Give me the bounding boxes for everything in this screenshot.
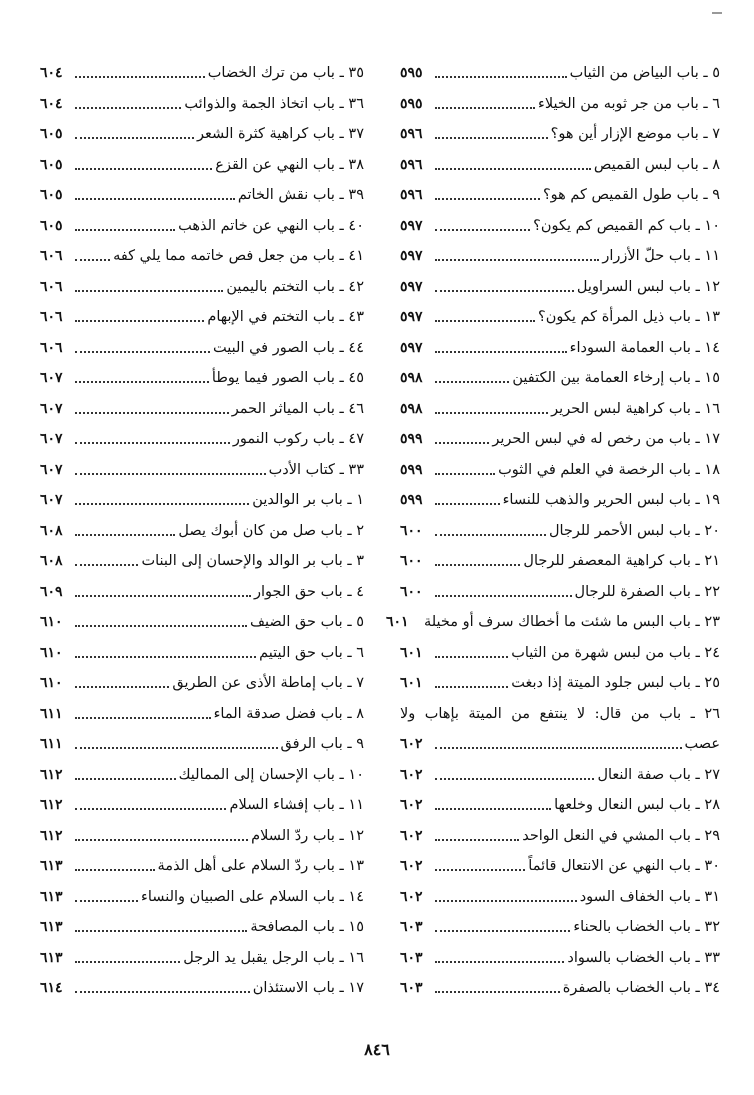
- entry-title: ٢٦ ـ باب من قال: لا ينتفع من الميتة بإهاب ولا: [400, 705, 720, 722]
- dot-leader: [435, 678, 508, 688]
- entry-title: ٥ ـ باب حق الضيف: [249, 614, 364, 630]
- entry-title: ٤١ ـ باب من جعل فص خاتمه مما يلي كفه: [113, 248, 364, 264]
- entry-title: ١٦ ـ باب الرجل يقبل يد الرجل: [183, 949, 364, 966]
- entry-page-number: ٦١٠: [40, 614, 63, 630]
- entry-title: ٤٥ ـ باب الصور فيما يوطأ: [211, 370, 364, 386]
- index-entry: [400, 89, 720, 120]
- dot-leader: [75, 983, 250, 993]
- entry-page-number: ٦١١: [40, 705, 63, 722]
- dot-leader: [435, 892, 577, 902]
- entry-title: ١٨ ـ باب الرخصة في العلم في الثوب: [498, 461, 720, 478]
- index-entry: [40, 119, 364, 150]
- entry-title: ٢١ ـ باب كراهية المعصفر للرجال: [523, 553, 720, 569]
- dot-leader: [75, 678, 169, 688]
- entry-page-number: ٥٩٦: [400, 126, 423, 142]
- index-entry: [40, 638, 364, 669]
- entry-title: ٨ ـ باب لبس القميص: [593, 156, 720, 173]
- index-entry: [400, 241, 720, 272]
- dot-leader: [435, 129, 548, 139]
- entry-title: ١٣ ـ باب ردّ السلام على أهل الذمة: [157, 858, 364, 874]
- dot-leader: [435, 861, 525, 871]
- entry-title: ١٣ ـ باب ذيل المرأة كم يكون؟: [538, 309, 720, 325]
- entry-title: ٢٢ ـ باب الصفرة للرجال: [574, 583, 720, 600]
- entry-title: ١٠ ـ باب الإحسان إلى المماليك: [178, 766, 364, 783]
- dot-leader: [435, 434, 489, 444]
- dot-leader: [75, 617, 247, 627]
- entry-page-number: ٦٠٢: [400, 888, 423, 905]
- index-entry: [400, 272, 720, 303]
- right-index-column: [385, 58, 720, 1004]
- dot-leader: [435, 343, 567, 353]
- entry-title: ١٢ ـ باب لبس السراويل: [576, 278, 720, 295]
- dot-leader: [435, 99, 535, 109]
- entry-page-number: ٦٠٤: [40, 95, 63, 112]
- dot-leader: [435, 251, 599, 261]
- entry-page-number: ٥٩٨: [400, 370, 423, 386]
- entry-page-number: ٥٩٩: [400, 461, 423, 478]
- index-entry: [40, 607, 364, 638]
- dot-leader: [435, 587, 572, 597]
- dot-leader: [75, 770, 176, 780]
- index-entry: [40, 973, 364, 1004]
- index-entry: [40, 790, 364, 821]
- dot-leader: [75, 160, 212, 170]
- dot-leader: [435, 770, 594, 780]
- index-entry: [40, 89, 364, 120]
- index-entry: [40, 577, 364, 608]
- dot-leader: [435, 739, 682, 749]
- entry-title: ٦ ـ باب حق اليتيم: [259, 644, 364, 661]
- entry-title: ٣٦ ـ باب اتخاذ الجمة والذوائب: [184, 95, 364, 112]
- entry-page-number: ٦٠٦: [40, 309, 63, 325]
- index-entry: [40, 272, 364, 303]
- dot-leader: [435, 68, 567, 78]
- entry-title: ١٤ ـ باب العمامة السوداء: [569, 339, 720, 356]
- index-entry: [40, 211, 364, 242]
- entry-title: ٢٠ ـ باب لبس الأحمر للرجال: [548, 522, 720, 539]
- entry-title: ١١ ـ باب حلّ الأزرار: [602, 248, 720, 264]
- dot-leader: [75, 648, 256, 658]
- entry-page-number: ٥٩٧: [400, 248, 423, 264]
- entry-page-number: ٦١٠: [40, 644, 63, 661]
- entry-title: ١٩ ـ باب لبس الحرير والذهب للنساء: [502, 492, 720, 508]
- entry-title: ٦ ـ باب من جر ثوبه من الخيلاء: [538, 95, 720, 112]
- entry-title: ١٥ ـ باب إرخاء العمامة بين الكتفين: [512, 370, 720, 386]
- dot-leader: [75, 373, 209, 383]
- entry-page-number: ٦٠٣: [400, 919, 423, 935]
- index-entry: [40, 394, 364, 425]
- entry-page-number: ٦٠٧: [40, 431, 63, 447]
- index-entry: [40, 668, 364, 699]
- entry-title: ١٢ ـ باب ردّ السلام: [251, 827, 364, 844]
- dot-leader: [75, 739, 278, 749]
- dot-leader: [435, 373, 509, 383]
- dot-leader: [75, 892, 138, 902]
- entry-page-number: ٦١١: [40, 736, 63, 752]
- entry-title: ٢٣ ـ باب البس ما شئت ما أخطاك سرف أو مخيلة: [423, 614, 720, 630]
- entry-page-number: ٥٩٥: [400, 65, 423, 81]
- entry-title: ٣٨ ـ باب النهي عن القزع: [215, 156, 364, 173]
- dot-leader: [75, 251, 110, 261]
- index-entry: [400, 882, 720, 913]
- index-entry: [400, 363, 720, 394]
- dot-leader: [435, 465, 495, 475]
- entry-title: ٢٤ ـ باب من لبس شهرة من الثياب: [511, 644, 720, 661]
- entry-page-number: ٦٠٠: [400, 522, 423, 539]
- dot-leader: [435, 221, 530, 231]
- dot-leader: [75, 709, 211, 719]
- entry-title: ٨ ـ باب فضل صدقة الماء: [213, 705, 364, 722]
- entry-page-number: ٦٠٦: [40, 248, 63, 264]
- entry-page-number: ٥٩٧: [400, 309, 423, 325]
- dot-leader: [435, 953, 564, 963]
- index-entry: [400, 668, 720, 699]
- entry-page-number: ٦٠٥: [40, 187, 63, 203]
- dot-leader: [75, 282, 223, 292]
- entry-page-number: ٥٩٩: [400, 431, 423, 447]
- index-entry: [40, 150, 364, 181]
- entry-title: ٧ ـ باب إماطة الأذى عن الطريق: [172, 675, 364, 691]
- entry-title: ٢ ـ باب صل من كان أبوك يصل: [178, 522, 364, 539]
- entry-page-number: ٦٠٢: [400, 736, 423, 752]
- index-entry: [400, 821, 720, 852]
- entry-page-number: ٦٠٧: [40, 400, 63, 417]
- dot-leader: [435, 800, 551, 810]
- dot-leader: [435, 282, 574, 292]
- dot-leader: [75, 861, 155, 871]
- dot-leader: [75, 221, 175, 231]
- dot-leader: [75, 953, 180, 963]
- entry-title: ١٤ ـ باب السلام على الصبيان والنساء: [141, 888, 364, 905]
- dot-leader: [75, 312, 204, 322]
- entry-page-number: ٦٠٤: [40, 65, 63, 81]
- left-index-column: [40, 58, 364, 1004]
- entry-title: ١ ـ باب بر الوالدين: [252, 492, 364, 508]
- entry-page-number: ٦٠١: [400, 675, 423, 691]
- dot-leader: [435, 526, 546, 536]
- entry-page-number: ٥٩٧: [400, 339, 423, 356]
- entry-page-number: ٥٩٦: [400, 156, 423, 173]
- index-entry: [40, 760, 364, 791]
- entry-page-number: ٦٠٢: [400, 766, 423, 783]
- index-entry: [40, 180, 364, 211]
- index-entry: [400, 455, 720, 486]
- index-entry: [400, 333, 720, 364]
- index-entry: [400, 577, 720, 608]
- entry-page-number: ٦١٣: [40, 888, 63, 905]
- dot-leader: [75, 587, 251, 597]
- entry-title: ٢٩ ـ باب المشي في النعل الواحد: [522, 827, 720, 844]
- entry-title: ٣٢ ـ باب الخضاب بالحناء: [573, 919, 720, 935]
- entry-continuation: [400, 729, 720, 760]
- entry-page-number: ٦٠٧: [40, 461, 63, 478]
- dot-leader: [75, 465, 266, 475]
- index-entry: [400, 638, 720, 669]
- index-entry: [400, 58, 720, 89]
- dot-leader: [75, 922, 247, 932]
- dot-leader: [75, 556, 138, 566]
- index-entry: [40, 546, 364, 577]
- entry-title: ٩ ـ باب طول القميص كم هو؟: [542, 187, 720, 203]
- index-entry: [400, 485, 720, 516]
- entry-page-number: ٦٠٧: [40, 492, 63, 508]
- index-entry: [400, 973, 720, 1004]
- entry-page-number: ٦٠٠: [400, 553, 423, 569]
- entry-page-number: ٦٠٧: [40, 370, 63, 386]
- entry-title: ٣٣ ـ كتاب الأدب: [268, 461, 364, 478]
- dot-leader: [435, 556, 520, 566]
- entry-title: ٣٥ ـ باب من ترك الخضاب: [207, 65, 364, 81]
- entry-page-number: ٦٠٢: [400, 797, 423, 813]
- entry-page-number: ٦١٣: [40, 858, 63, 874]
- entry-title: ١٦ ـ باب كراهية لبس الحرير: [551, 400, 720, 417]
- index-entry: [40, 363, 364, 394]
- dot-leader: [75, 343, 210, 353]
- index-entry: [40, 851, 364, 882]
- dot-leader: [435, 983, 560, 993]
- dot-leader: [75, 495, 249, 505]
- entry-title: ١٧ ـ باب من رخص له في لبس الحرير: [492, 431, 720, 447]
- dot-leader: [435, 404, 548, 414]
- dot-leader: [435, 160, 591, 170]
- dot-leader: [435, 495, 500, 505]
- index-entry: [40, 821, 364, 852]
- entry-page-number: ٦١٣: [40, 949, 63, 966]
- index-entry: [40, 485, 364, 516]
- entry-title: ٢٥ ـ باب لبس جلود الميتة إذا دبغت: [511, 675, 720, 691]
- entry-page-number: ٦١٢: [40, 766, 63, 783]
- index-entry: [400, 760, 720, 791]
- dot-leader: [435, 312, 535, 322]
- entry-title: ٣٧ ـ باب كراهية كثرة الشعر: [197, 126, 364, 142]
- entry-title: ٣٩ ـ باب نقش الخاتم: [237, 187, 364, 203]
- entry-title: ٤٢ ـ باب التختم باليمين: [226, 278, 364, 295]
- entry-title: ٤ ـ باب حق الجوار: [254, 583, 364, 600]
- dot-leader: [75, 526, 175, 536]
- entry-title-continued: عصب: [684, 736, 720, 752]
- entry-page-number: ٦١٠: [40, 675, 63, 691]
- index-entry: [40, 424, 364, 455]
- index-entry: [400, 790, 720, 821]
- entry-page-number: ٦١٢: [40, 797, 63, 813]
- index-entry: [40, 516, 364, 547]
- entry-page-number: ٦١٤: [40, 980, 63, 996]
- entry-page-number: ٥٩٨: [400, 400, 423, 417]
- entry-title: ١٠ ـ باب كم القميص كم يكون؟: [533, 217, 720, 234]
- index-entry: [40, 699, 364, 730]
- entry-title: ١٥ ـ باب المصافحة: [250, 919, 364, 935]
- index-entry: [385, 607, 720, 638]
- dot-leader: [75, 434, 230, 444]
- index-entry: [40, 455, 364, 486]
- entry-page-number: ٦٠٥: [40, 217, 63, 234]
- dot-leader: [435, 190, 540, 200]
- entry-page-number: ٥٩٧: [400, 217, 423, 234]
- scan-mark: [712, 12, 722, 14]
- entry-title: ٣ ـ باب بر الوالد والإحسان إلى البنات: [141, 553, 364, 569]
- index-entry: [400, 943, 720, 974]
- entry-page-number: ٦٠٩: [40, 583, 63, 600]
- entry-page-number: ٦٠٢: [400, 827, 423, 844]
- dot-leader: [435, 831, 519, 841]
- entry-page-number: ٦١٣: [40, 919, 63, 935]
- entry-title: ٣٣ ـ باب الخضاب بالسواد: [567, 949, 720, 966]
- entry-title: ٤٦ ـ باب المياثر الحمر: [231, 400, 364, 417]
- index-entry: [40, 729, 364, 760]
- dot-leader: [435, 922, 570, 932]
- index-entry: [400, 424, 720, 455]
- entry-title: ٢٨ ـ باب لبس النعال وخلعها: [554, 797, 720, 813]
- dot-leader: [75, 68, 205, 78]
- entry-title: ٣٤ ـ باب الخضاب بالصفرة: [562, 980, 720, 996]
- index-entry: [40, 241, 364, 272]
- entry-page-number: ٦٠٣: [400, 949, 423, 966]
- entry-page-number: ٦٠٣: [400, 980, 423, 996]
- entry-page-number: ٦٠٠: [400, 583, 423, 600]
- index-entry: [40, 333, 364, 364]
- entry-page-number: ٥٩٧: [400, 278, 423, 295]
- index-entry: [400, 180, 720, 211]
- entry-page-number: ٦٠٨: [40, 522, 63, 539]
- entry-title: ٣٠ ـ باب النهي عن الانتعال قائماً: [528, 858, 720, 874]
- entry-title: ٥ ـ باب البياض من الثياب: [569, 65, 720, 81]
- entry-page-number: ٦٠٨: [40, 553, 63, 569]
- dot-leader: [435, 648, 508, 658]
- entry-page-number: ٦١٢: [40, 827, 63, 844]
- entry-title: ٤٠ ـ باب النهي عن خاتم الذهب: [178, 217, 364, 234]
- dot-leader: [75, 190, 235, 200]
- entry-page-number: ٥٩٦: [400, 187, 423, 203]
- entry-title: ٣١ ـ باب الخفاف السود: [579, 888, 720, 905]
- index-entry: [40, 912, 364, 943]
- entry-page-number: ٦٠٥: [40, 126, 63, 142]
- index-entry: [400, 516, 720, 547]
- entry-page-number: ٦٠٦: [40, 339, 63, 356]
- entry-page-number: ٥٩٩: [400, 492, 423, 508]
- index-entry: [400, 150, 720, 181]
- index-entry: [400, 546, 720, 577]
- dot-leader: [75, 800, 226, 810]
- dot-leader: [75, 404, 229, 414]
- entry-page-number: ٦٠٦: [40, 278, 63, 295]
- entry-title: ٤٤ ـ باب الصور في البيت: [213, 339, 364, 356]
- entry-page-number: ٥٩٥: [400, 95, 423, 112]
- index-entry: [40, 58, 364, 89]
- entry-title: ٤٧ ـ باب ركوب النمور: [232, 431, 364, 447]
- index-entry: [400, 119, 720, 150]
- dot-leader: [75, 129, 194, 139]
- entry-page-number: ٦٠١: [400, 644, 423, 661]
- dot-leader: [75, 99, 181, 109]
- entry-title: ٧ ـ باب موضع الإزار أين هو؟: [550, 126, 720, 142]
- entry-page-number: ٦٠١: [385, 614, 409, 630]
- index-entry: [400, 851, 720, 882]
- entry-title: ١٧ ـ باب الاستئذان: [252, 980, 364, 996]
- entry-title: ٤٣ ـ باب التختم في الإبهام: [207, 309, 364, 325]
- index-entry: [400, 211, 720, 242]
- index-entry: [400, 394, 720, 425]
- dot-leader: [75, 831, 248, 841]
- index-entry: [40, 302, 364, 333]
- index-entry: [400, 302, 720, 333]
- index-entry: [40, 943, 364, 974]
- entry-title: ١١ ـ باب إفشاء السلام: [229, 797, 364, 813]
- entry-page-number: ٦٠٥: [40, 156, 63, 173]
- entry-title: ٢٧ ـ باب صفة النعال: [597, 766, 720, 783]
- index-entry: [40, 882, 364, 913]
- index-entry: [400, 912, 720, 943]
- page-number: ٨٤٦: [364, 1040, 390, 1059]
- index-entry: [400, 699, 720, 760]
- entry-page-number: ٦٠٢: [400, 858, 423, 874]
- entry-title: ٩ ـ باب الرفق: [280, 736, 364, 752]
